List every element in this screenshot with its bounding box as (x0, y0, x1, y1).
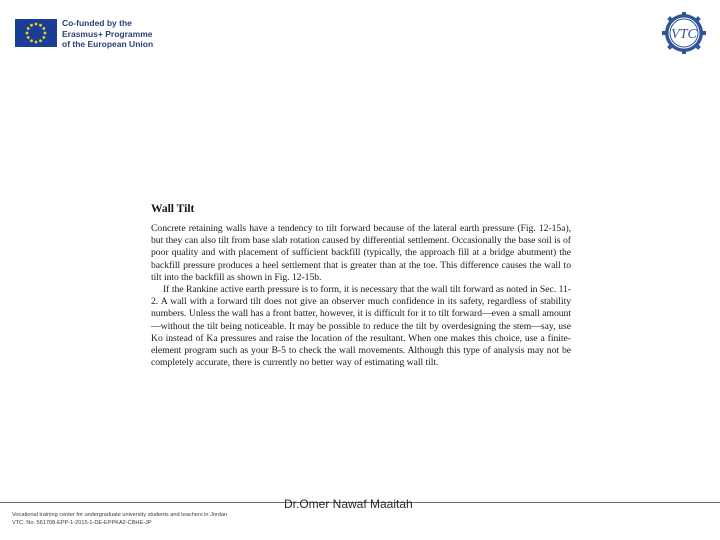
eu-line-1: Co-funded by the (62, 18, 132, 28)
section-title: Wall Tilt (151, 203, 195, 215)
eu-stars-icon (15, 19, 57, 47)
paragraph-1: Concrete retaining walls have a tendency to tilt forward because of the lateral earth pressure (Fig. 12-15a), but they can also tilt from base slab rotation caused by differential settlement. Occasionally the base soil is of poor quality and with placement of sufficient backfill (typically, the approach fill at a bridge abutment) the backfill pressure produces a heel settlement that is greater than at the toe. This difference causes the wall to tilt into the backfill as shown in Fig. 12-15b. (151, 223, 571, 283)
eu-line-3: of the European Union (62, 39, 154, 49)
document-scan (151, 203, 571, 369)
vtc-logo (658, 12, 710, 54)
vtc-logo-text: VTC (671, 27, 697, 42)
eu-flag-logo (15, 19, 57, 47)
footer-info (12, 511, 227, 527)
footer-line-2: VTC: No. 561708-EPP-1-2015-1-DE-EPPKA2-CBHE-JP (12, 520, 152, 526)
vtc-gear-icon (658, 12, 710, 54)
author-name: Dr.Omer Nawaf Maaitah (284, 497, 413, 511)
paragraph-2: If the Rankine active earth pressure is to form, it is necessary that the wall tilt forward as noted in Sec. 11-2. A wall with a forward tilt does not give an observer much confidence in its safety, regardless of stability numbers. Unless the wall has a front batter, however, it is difficult for it to tilt forward—even a small amount—without the tilt being noticeable. It may be possible to reduce the tilt by overdesigning the stem—say, use Ko instead of Ka pressures and raise the location of the resultant. When one makes this choice, use a finite-element program such as your B-5 to check the wall movements. Although this type of analysis may not be completely accurate, there is currently no better way of estimating wall tilt. (151, 284, 571, 369)
eu-cofunded-text (62, 18, 153, 50)
eu-line-2: Erasmus+ Programme (62, 28, 153, 39)
footer-line-1: Vocational training center for undergraduate university students and teachers in Jordan (12, 512, 228, 518)
